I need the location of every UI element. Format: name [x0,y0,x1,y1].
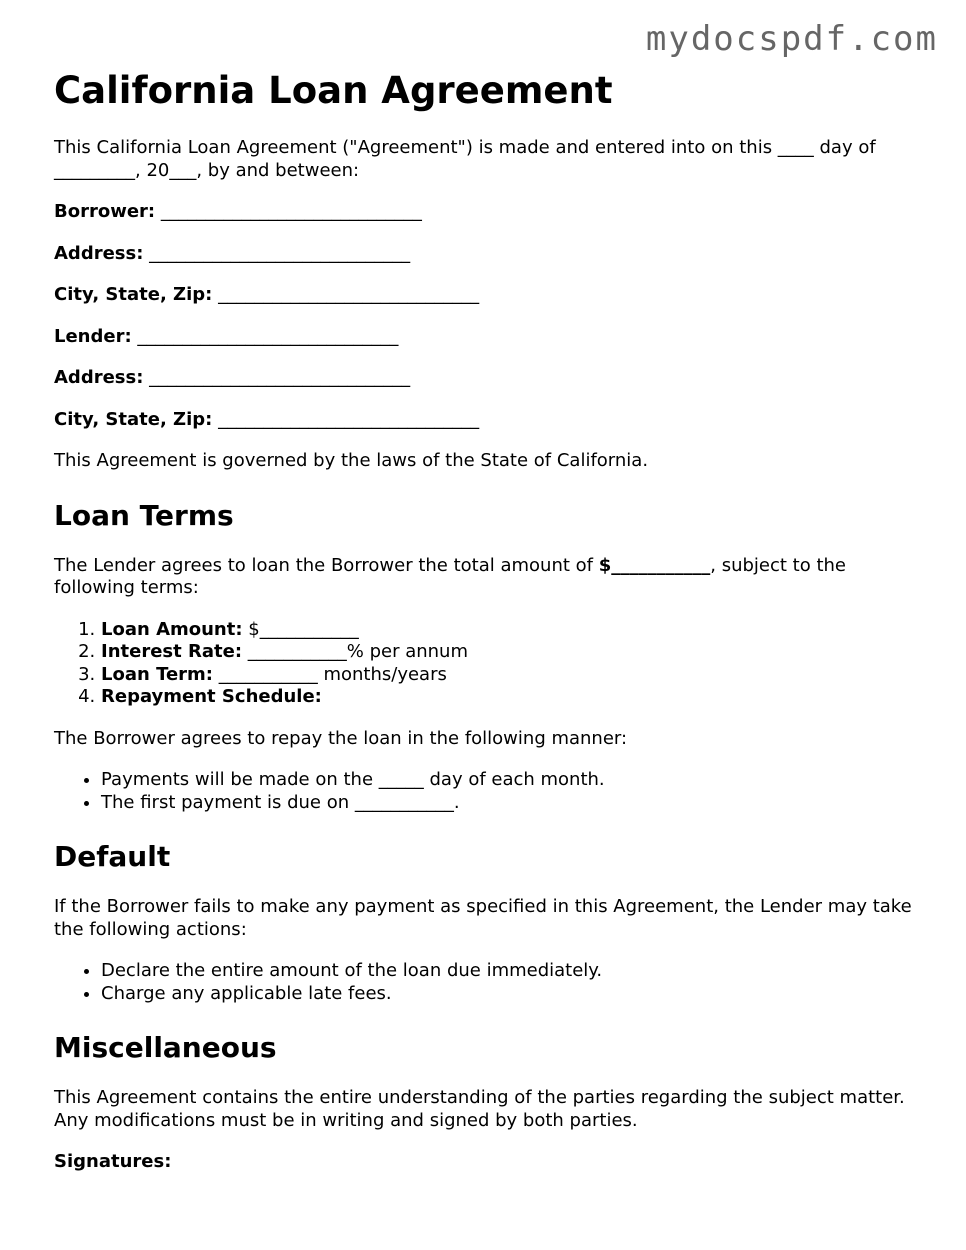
party-blank: _____________________________ [149,367,411,388]
default-paragraph: If the Borrower fails to make any payment as specified in this Agreement, the Lender may take the following actions: [54,896,912,940]
party-borrower-address [54,243,920,266]
party-lender-address [54,367,920,390]
party-label: Borrower: [54,201,156,222]
page-title: California Loan Agreement [54,69,613,112]
document [54,68,920,1193]
loan-terms-list [54,619,920,709]
party-blank: _____________________________ [218,408,480,430]
section-heading-default: Default [54,840,171,873]
party-label: City, State, Zip: [54,408,213,430]
party-borrower [54,201,920,224]
party-label: Address: [54,367,144,388]
party-label: Address: [54,242,144,264]
list-item: 4. Repayment Schedule: [101,686,920,709]
loan-amount-paragraph [54,555,920,600]
list-item: 3. Loan Term: ___________ months/years [101,664,920,687]
party-lender-city [54,409,920,432]
list-item: • The first payment is due on ___________. [101,792,920,815]
section-heading-loan-terms: Loan Terms [54,498,234,532]
party-blank: _____________________________ [160,201,422,222]
party-lender [54,326,920,349]
party-blank: _____________________________ [218,284,480,305]
repayment-list [54,769,920,814]
loan-para-before: The Lender agrees to loan the Borrower the total amount of [54,554,599,576]
party-label: City, State, Zip: [54,284,213,305]
party-blank: _____________________________ [149,242,411,264]
signatures-label: Signatures: [54,1151,172,1172]
list-item: 1. Loan Amount: $___________ [101,619,920,642]
list-item: • Charge any applicable late fees. [101,983,920,1006]
default-list [54,960,920,1005]
party-blank: _____________________________ [137,325,399,347]
party-label: Lender: [54,325,132,347]
section-heading-misc: Miscellaneous [54,1031,277,1064]
repayment-intro: The Borrower agrees to repay the loan in the following manner: [54,727,628,749]
list-item: • Declare the entire amount of the loan due immediately. [101,960,920,983]
loan-amount-blank: $___________ [598,554,711,576]
loan-para-after: , subject to the following terms: [54,554,847,598]
list-item: • Payments will be made on the _____ day of each month. [101,769,920,792]
list-item: 2. Interest Rate: ___________% per annum [101,641,920,664]
watermark: mydocspdf.com [645,19,938,59]
party-borrower-city [54,284,920,307]
intro-paragraph: This California Loan Agreement ("Agreement") is made and entered into on this ____ day of _________, 20___, by and between: [54,137,876,181]
misc-paragraph: This Agreement contains the entire understanding of the parties regarding the subject matter. Any modifications must be in writing and signed by both parties. [54,1087,905,1131]
governing-law: This Agreement is governed by the laws of the State of California. [54,450,649,471]
